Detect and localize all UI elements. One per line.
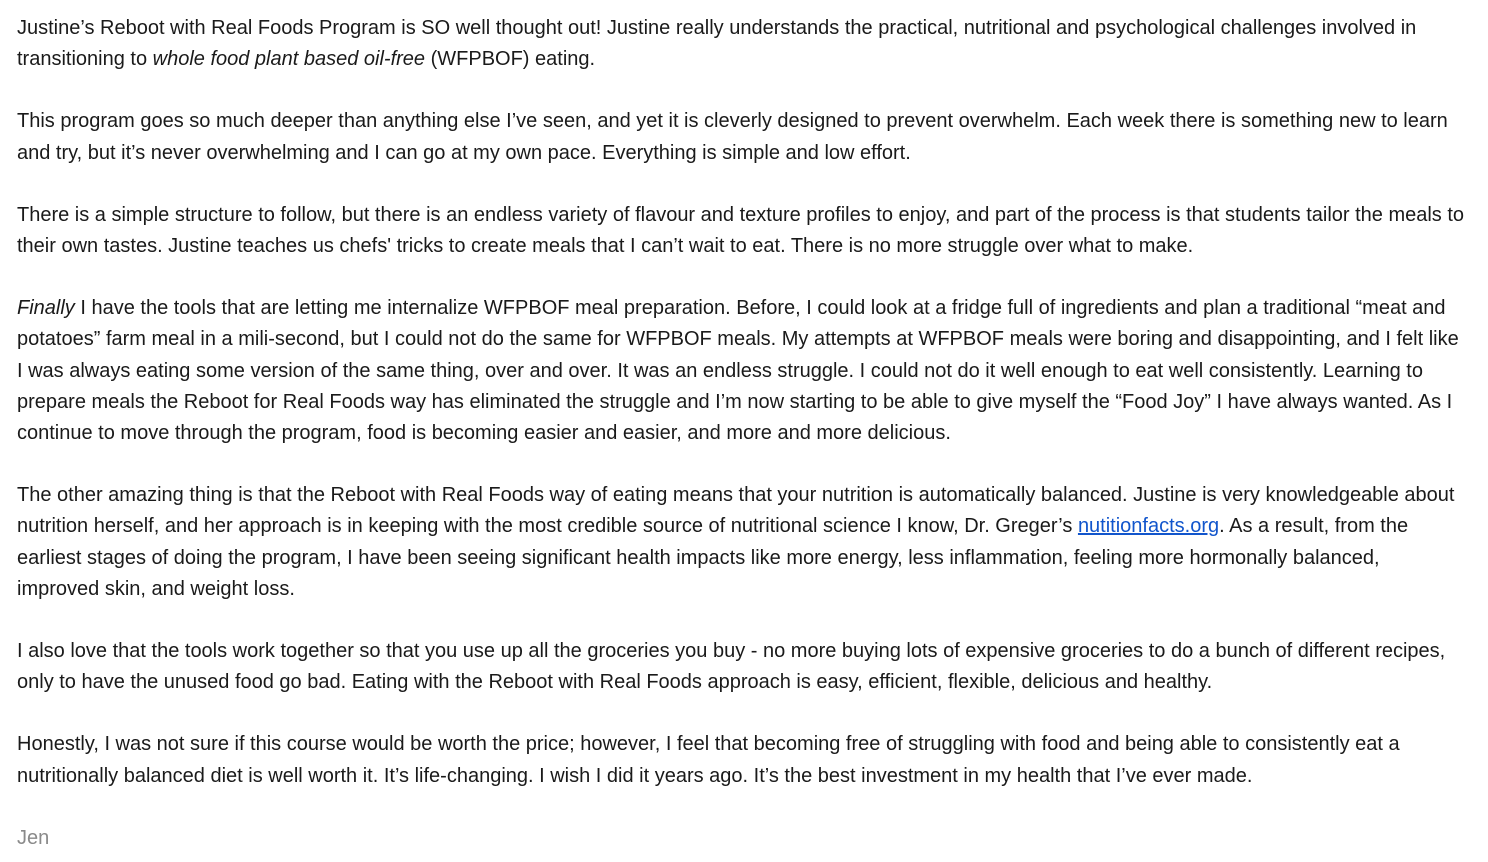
paragraph-4-text: I have the tools that are letting me internalize WFPBOF meal preparation. Before, I could look at a fridge full of ingredients and plan a traditional “meat and potatoes” farm meal in a mili-second, but I could not do the same for WFPBOF meals. My attempts at WFPBOF meals were boring and disappointing, and I felt like I was always eating some version of the same thing, over and over. It was an endless struggle. I could not do it well enough to eat well consistently. Learning to prepare meals the Reboot for Real Foods way has eliminated the struggle and I’m now starting to be able to give myself the “Food Joy” I have always wanted. As I continue to move through the program, food is becoming easier and easier, and more and more delicious.	[17, 297, 1459, 445]
testimonial-paragraph-3: There is a simple structure to follow, but there is an endless variety of flavour and texture profiles to enjoy, and part of the process is that students tailor the meals to their own tastes. Justine teaches us chefs' tricks to create meals that I can’t wait to eat. There is no more struggle over what to make.	[17, 203, 1465, 258]
testimonial-body	[17, 13, 1467, 854]
paragraph-5-text-end: . As a result, from the earliest stages of doing the program, I have been seeing significant health impacts like more energy, less inflammation, feeling more hormonally balanced, improved skin, and weight loss.	[17, 515, 1409, 600]
paragraph-1-text-end: (WFPBOF) eating.	[425, 48, 596, 71]
testimonial-paragraph-1	[17, 13, 1467, 75]
nutritionfacts-link[interactable]: nutitionfacts.org	[1077, 515, 1220, 538]
testimonial-paragraph-5	[17, 480, 1467, 605]
paragraph-5-text-start: The other amazing thing is that the Reboot with Real Foods way of eating means that your nutrition is automatically balanced. Justine is very knowledgeable about nutrition herself, and her approach is in keeping with the most credible source of nutritional science I know, Dr. Greger’s	[17, 484, 1455, 538]
testimonial-paragraph-4	[17, 293, 1467, 449]
paragraph-4-emphasis: Finally	[17, 297, 75, 320]
paragraph-1-emphasis: whole food plant based oil-free	[152, 48, 426, 71]
testimonial-paragraph-2: This program goes so much deeper than anything else I’ve seen, and yet it is cleverly designed to prevent overwhelm. Each week there is something new to learn and try, but it’s never overwhelming and I can go at my own pace. Everything is simple and low effort.	[17, 110, 1448, 164]
testimonial-paragraph-7: Honestly, I was not sure if this course would be worth the price; however, I feel that becoming free of struggling with food and being able to consistently eat a nutritionally balanced diet is well worth it. It’s life-changing. I wish I did it years ago. It’s the best investment in my health that I’ve ever made.	[17, 733, 1400, 787]
testimonial-author: Jen	[17, 826, 50, 849]
testimonial-paragraph-6: I also love that the tools work together so that you use up all the groceries you buy - no more buying lots of expensive groceries to do a bunch of different recipes, only to have the unused food go bad. Eating with the Reboot with Real Foods approach is easy, efficient, flexible, delicious and healthy.	[17, 640, 1446, 694]
paragraph-1-text-start: Justine’s Reboot with Real Foods Program is SO well thought out! Justine really understands the practical, nutritional and psychological challenges involved in transitioning to	[17, 17, 1417, 71]
